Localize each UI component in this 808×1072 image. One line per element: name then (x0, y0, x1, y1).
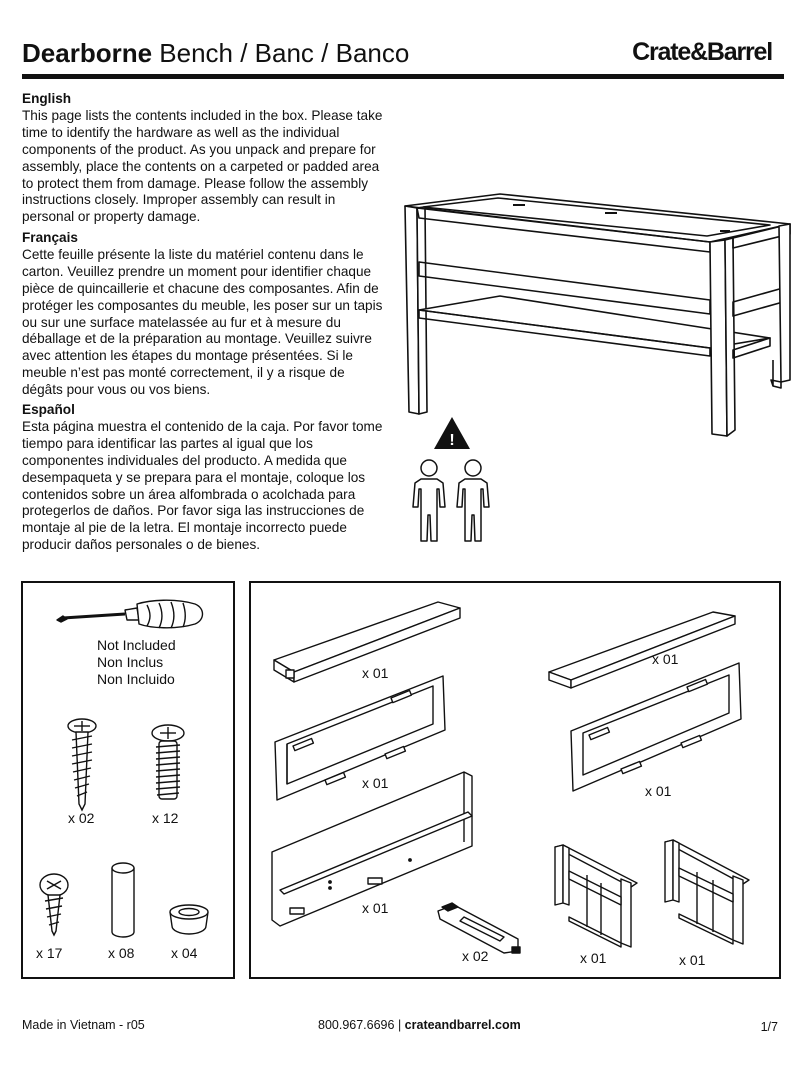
part-qty: x 01 (652, 651, 679, 667)
section-body: Cette feuille présente la liste du matériel contenu dans le carton. Veuillez prendre un moment pour identifier chaque pièce de quincaillerie et chacune des composantes. Afin de protéger les composantes du meuble, les poser sur un tapis ou sur une surface matelassée au fur et à mesure du déballage et de la préparation au montage. Veuillez suivre avec attention les étapes du montage présentées. Si le meuble n’est pas monté correctement, il y a risque de dégâts pour vous ou vos biens. (22, 246, 383, 398)
part-qty: x 01 (580, 950, 607, 966)
machine-bolt-icon (146, 723, 190, 803)
section-heading: English (22, 91, 72, 106)
section-heading: Français (22, 230, 78, 245)
bench-illustration (395, 190, 795, 445)
note-line: Non Incluido (97, 671, 175, 687)
two-person-warning (412, 417, 496, 547)
footer-website-link[interactable]: crateandbarrel.com (404, 1018, 521, 1032)
part-qty: x 01 (362, 900, 389, 916)
warning-triangle-icon (434, 417, 470, 449)
warning-symbol: ! (449, 432, 455, 449)
side-frame-part (663, 838, 753, 948)
felt-foot-icon (166, 902, 212, 938)
side-frame-part (553, 843, 641, 951)
hardware-qty: x 02 (68, 810, 95, 826)
product-subtitle: Bench / Banc / Banco (159, 38, 410, 68)
hardware-qty: x 04 (171, 945, 198, 961)
brand-logo: Crate&Barrel (632, 38, 772, 66)
part-qty: x 01 (362, 775, 389, 791)
section-french (22, 230, 384, 399)
part-qty: x 01 (679, 952, 706, 968)
part-qty: x 01 (362, 665, 389, 681)
footer-phone: 800.967.6696 | (318, 1018, 405, 1032)
hardware-qty: x 08 (108, 945, 135, 961)
section-spanish (22, 402, 384, 554)
person-icon (413, 460, 445, 541)
tool-not-included-note (97, 637, 176, 688)
dowel-icon (108, 860, 138, 940)
hardware-qty: x 17 (36, 945, 63, 961)
part-qty: x 01 (645, 783, 672, 799)
note-line: Non Inclus (97, 654, 164, 670)
front-frame-part (569, 663, 745, 795)
footer-contact (318, 1018, 521, 1032)
section-heading: Español (22, 402, 75, 417)
long-screw-icon (64, 718, 100, 810)
part-qty: x 02 (462, 948, 489, 964)
hardware-qty: x 12 (152, 810, 179, 826)
wood-screw-icon (36, 873, 72, 937)
page-title (22, 38, 409, 69)
header-rule (22, 74, 784, 79)
section-body: Esta página muestra el contenido de la caja. Por favor tome tiempo para identificar las partes al igual que los componentes individuales del producto. A medida que desempaqueta y se prepara para el montaje, coloque los contenidos sobre un área alfombrada o acolchada para protegerlos de daños. Por favor siga las instrucciones de montaje al pie de la letra. El montaje incorrecto puede producir daños personales o de bienes. (22, 418, 383, 553)
screwdriver-icon (55, 598, 205, 634)
product-name: Dearborne (22, 38, 153, 68)
note-line: Not Included (97, 637, 176, 653)
footer-origin: Made in Vietnam - r05 (22, 1018, 145, 1032)
section-english (22, 91, 384, 226)
section-body: This page lists the contents included in the box. Please take time to identify the hardware as well as the individual components of the product. As you unpack and prepare for assembly, place the contents on a carpeted or padded area to protect them from damage. Please follow the assembly instructions closely. Improper assembly can result in personal or property damage. (22, 107, 383, 225)
person-icon (457, 460, 489, 541)
page-number: 1/7 (760, 1020, 778, 1034)
